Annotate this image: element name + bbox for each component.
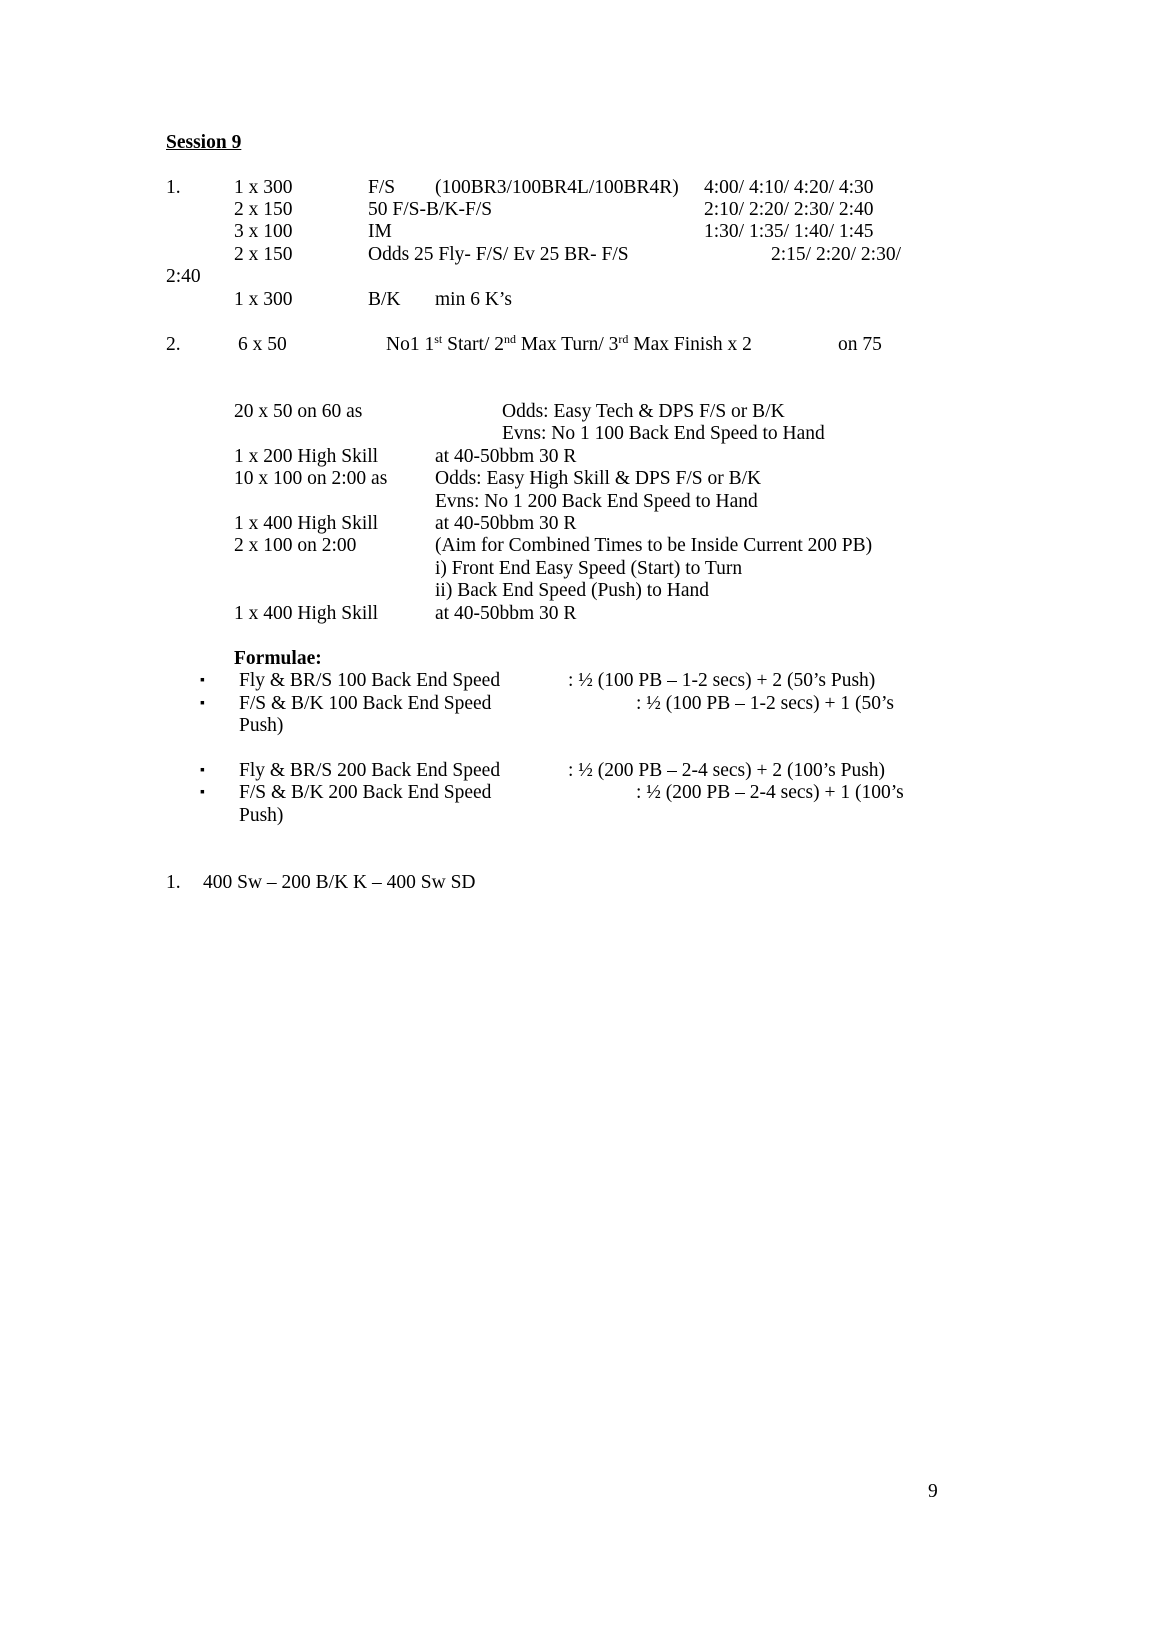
main-set-left: 10 x 100 on 2:00 as [234, 468, 388, 489]
set-times: 2:10/ 2:20/ 2:30/ 2:40 [704, 199, 874, 220]
set-stroke: Odds 25 Fly- F/S/ Ev 25 BR- F/S [368, 244, 629, 265]
formula-label: Fly & BR/S 100 Back End Speed [239, 670, 501, 691]
main-set-left: 1 x 400 High Skill [234, 513, 379, 534]
formula-label: F/S & B/K 200 Back End Speed [239, 782, 492, 803]
set-reps: 6 x 50 [238, 334, 287, 355]
main-set-left: 2 x 100 on 2:00 [234, 535, 357, 556]
warm-down-text: 400 Sw – 200 B/K K – 400 Sw SD [203, 872, 476, 893]
set-times-wrap: 2:40 [166, 266, 201, 287]
set-number: 1. [166, 177, 181, 198]
bullet-icon: ▪ [200, 785, 205, 800]
main-set-right: at 40-50bbm 30 R [435, 446, 577, 467]
set-stroke: 50 F/S-B/K-F/S [368, 199, 493, 220]
bullet-icon: ▪ [200, 763, 205, 778]
formula-value: : ½ (100 PB – 1-2 secs) + 2 (50’s Push) [568, 670, 876, 691]
main-set-right: Evns: No 1 200 Back End Speed to Hand [435, 491, 758, 512]
formula-label: Fly & BR/S 200 Back End Speed [239, 760, 501, 781]
set-stroke: B/K [368, 289, 401, 310]
main-set-left: 1 x 200 High Skill [234, 446, 379, 467]
set-times: 2:15/ 2:20/ 2:30/ [771, 244, 902, 265]
set-reps: 3 x 100 [234, 221, 293, 242]
formula-value: : ½ (200 PB – 2-4 secs) + 2 (100’s Push) [568, 760, 886, 781]
bullet-icon: ▪ [200, 696, 205, 711]
bullet-icon: ▪ [200, 673, 205, 688]
formula-value-wrap: Push) [239, 805, 284, 826]
set-description: No1 1st Start/ 2nd Max Turn/ 3rd Max Finish x 2 [386, 332, 752, 355]
main-set-right: ii) Back End Speed (Push) to Hand [435, 580, 710, 601]
set-reps: 1 x 300 [234, 177, 293, 198]
main-set-right: at 40-50bbm 30 R [435, 513, 577, 534]
formula-value-wrap: Push) [239, 715, 284, 736]
set-stroke: F/S [368, 177, 396, 198]
set-detail: min 6 K’s [435, 289, 512, 310]
set-number: 1. [166, 872, 181, 893]
main-set-right: Odds: Easy Tech & DPS F/S or B/K [502, 401, 785, 422]
set-reps: 1 x 300 [234, 289, 293, 310]
page-number: 9 [928, 1481, 938, 1502]
formula-value: : ½ (200 PB – 2-4 secs) + 1 (100’s [636, 782, 904, 803]
main-set-right: (Aim for Combined Times to be Inside Current 200 PB) [435, 535, 873, 556]
formula-label: F/S & B/K 100 Back End Speed [239, 693, 492, 714]
main-set-right: at 40-50bbm 30 R [435, 603, 577, 624]
set-reps: 2 x 150 [234, 199, 293, 220]
main-set-left: 20 x 50 on 60 as [234, 401, 363, 422]
set-detail: (100BR3/100BR4L/100BR4R) [435, 177, 679, 198]
main-set-right: Odds: Easy High Skill & DPS F/S or B/K [435, 468, 762, 489]
formulae-heading: Formulae: [234, 648, 322, 669]
set-number: 2. [166, 334, 181, 355]
formula-value: : ½ (100 PB – 1-2 secs) + 1 (50’s [636, 693, 894, 714]
set-times: 4:00/ 4:10/ 4:20/ 4:30 [704, 177, 874, 198]
main-set-right: i) Front End Easy Speed (Start) to Turn [435, 558, 743, 579]
main-set-left: 1 x 400 High Skill [234, 603, 379, 624]
set-times: 1:30/ 1:35/ 1:40/ 1:45 [704, 221, 874, 242]
session-title: Session 9 [166, 132, 242, 153]
set-stroke: IM [368, 221, 392, 242]
set-interval: on 75 [838, 334, 882, 355]
main-set-right: Evns: No 1 100 Back End Speed to Hand [502, 423, 825, 444]
set-reps: 2 x 150 [234, 244, 293, 265]
